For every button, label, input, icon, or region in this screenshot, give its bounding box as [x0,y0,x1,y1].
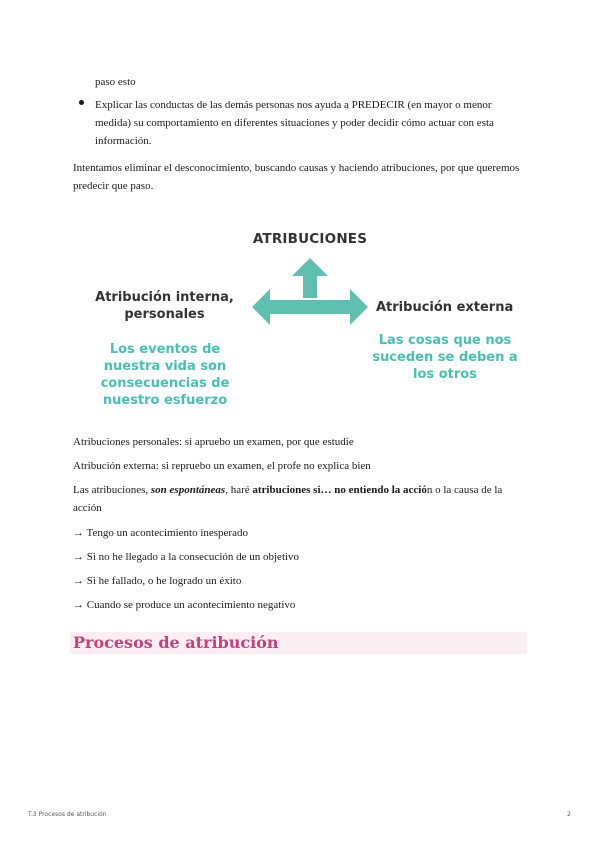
page-number: 2 [567,811,571,818]
diagram-title: ATRIBUCIONES [252,231,368,247]
spontaneous-part1: Las atribuciones, [73,484,151,496]
spontaneous-paragraph [73,481,528,517]
section-title: Procesos de atribución [73,633,279,652]
top-fragment: paso esto [95,76,136,88]
spontaneous-part2: , haré [225,484,253,496]
bullet-text: Explicar las conductas de las demás personas nos ayuda a PREDECIR (en mayor o menor medida) su comportamiento en diferentes situaciones y poder decidir cómo actuar con esta información. [95,99,494,147]
right-arrow-icon [310,289,368,325]
list-item: → Si no he llegado a la consecución de un objetivo [73,551,300,563]
intro-paragraph: Intentamos eliminar el desconocimiento, buscando causas y haciendo atribuciones, por que queremos predecir que paso. [73,162,520,192]
internal-attribution-title: Atribución interna, personales [95,290,234,322]
internal-attribution-description: Los eventos de nuestra vida son consecuencias de nuestro esfuerzo [100,342,230,408]
section-header [70,632,527,654]
list-item: → Tengo un acontecimiento inesperado [73,527,248,539]
personal-attribution-example: Atribuciones personales: si apruebo un examen, por que estudie [73,436,354,448]
list-item: → Si he fallado, o he logrado un éxito [73,575,242,587]
up-arrow-icon [292,258,328,298]
footer-left: T.3 Procesos de atribución [28,811,107,818]
spontaneous-part3: n o la causa de la acción [73,484,503,514]
three-way-arrow-icon [250,256,370,326]
spontaneous-bold: atribuciones si… no entiendo la acció [252,484,427,496]
external-attribution-example: Atribución externa: si repruebo un examen, el profe no explica bien [73,460,371,472]
external-attribution-description: Las cosas que nos suceden se deben a los otros [372,333,518,382]
external-attribution-title: Atribución externa [376,300,514,315]
bullet-dot-icon [79,100,84,105]
left-arrow-icon [252,289,310,325]
list-item: → Cuando se produce un acontecimiento negativo [73,599,296,611]
spontaneous-emphasis: son espontáneas [150,484,226,496]
